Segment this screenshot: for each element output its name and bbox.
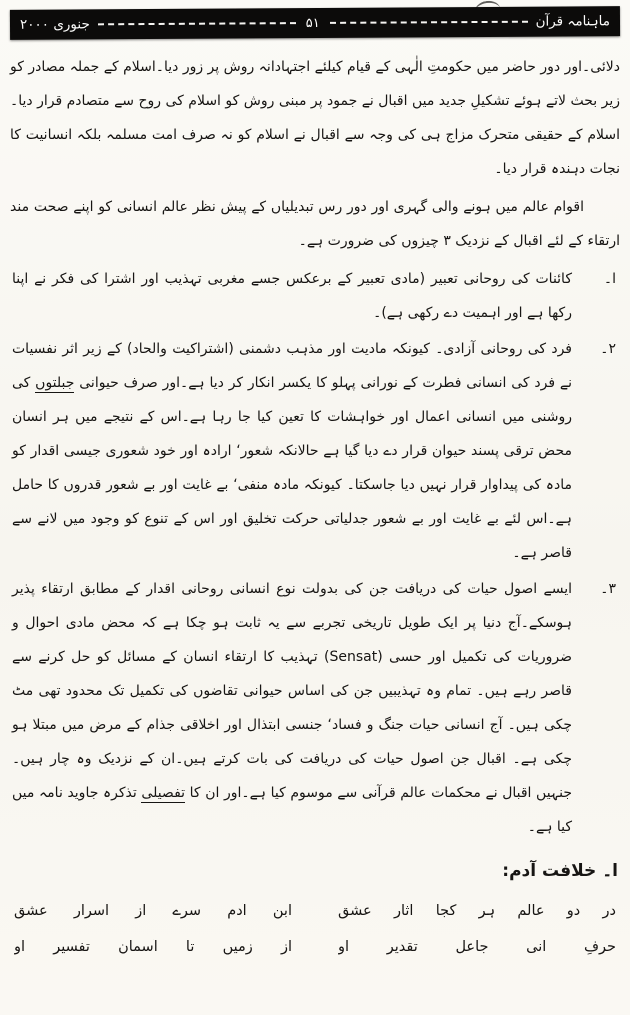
underlined-word: جبلتوں	[35, 375, 75, 391]
list-item	[10, 262, 620, 330]
hemistich-left: از زمیں تا آسمان تفسیر او	[14, 939, 292, 955]
list-item-text	[10, 332, 572, 570]
list-item-marker: ا۔	[603, 271, 616, 287]
section-heading: ا۔ خلافت آدم:	[502, 861, 618, 881]
hemistich-right: در دو عالم ہر کجا آثار عشق	[338, 903, 616, 919]
underlined-word: تفصیلی	[141, 785, 186, 801]
issue-date: جنوری ۲۰۰۰	[19, 16, 90, 33]
list-item-text: کائنات کی روحانی تعبیر (مادی تعبیر کے برعکس جسے مغربی تہذیب اور اشترا کی فکر نے اپنا رکھا ہے اور اہمیت دے رکھی ہے)۔	[12, 271, 572, 321]
magazine-title: ماہنامہ قرآن	[535, 13, 611, 30]
hemistich-right: حرفِ انی جاعل تقدیر او	[338, 939, 616, 955]
poetry-block	[14, 903, 616, 955]
list-item-marker: ۳۔	[600, 581, 616, 597]
list-item-text-after: کی روشنی میں انسانی اعمال اور خواہشات کا تعین کیا جا رہا ہے۔اس کے نتیجے میں ہر انسان محض ترقی پسند حیوان قرار دے دیا گیا ہے حالانکہ شعور‘ ارادہ اور خود شعوری جیسی اقدار کو مادہ کی پیداوار قرار نہیں دیا جاسکتا۔ کیونکہ مادہ منفی‘ بے غایت اور بے شعور قدروں کا حامل ہے۔اس لئے بے غایت اور بے شعور جدلیاتی حرکت تخلیق اور اس کے تنوع کو وجود میں لانے سے قاصر ہے۔	[12, 375, 572, 561]
list-item-text-before: ایسے اصول حیات کی دریافت جن کی بدولت نوع انسانی روحانی اقدار کے مطابق ارتقاء پذیر ہوسکے۔آج دنیا پر ایک طویل تاریخی تجربے سے یہ ثابت ہو چکا ہے کہ محض مادی احوال و ضروریات کی تکمیل اور حسی (Sensat) تہذیب کا ارتقاء انسان کے مسائل کو حل کرنے سے قاصر رہے ہیں۔ تمام وہ تہذیبیں جن کی اساس حیوانی تقاضوں کی تکمیل تک محدود تھی مٹ چکی ہیں۔ آج انسانی حیات جنگ و فساد‘ جنسی ابتذال اور اخلاقی جذام کے مرض میں مبتلا ہو چکی ہے۔ اقبال جن اصول حیات کی دریافت کی بات کرتے ہیں۔ان کے نزدیک وہ چار ہیں۔ جنہیں اقبال نے محکمات عالم قرآنی سے موسوم کیا ہے۔اور ان کا	[12, 581, 573, 801]
list-item	[10, 332, 620, 570]
paragraph-intro: اقوام عالم میں ہونے والی گہری اور دور رس تبدیلیاں کے پیش نظر عالم انسانی کو اپنے صحت مند ارتقاء کے لئے اقبال کے نزدیک ۳ چیزوں کی ضرورت ہے۔	[10, 199, 620, 249]
body-text	[10, 50, 620, 844]
dashed-rule	[330, 21, 528, 24]
list-item	[10, 572, 620, 844]
list-item-marker: ۲۔	[600, 341, 616, 357]
paragraph-continuation: دلائی۔اور دور حاضر میں حکومتِ الٰہی کے قیام کیلئے اجتہادانہ روش پر زور دیا۔اسلام کے جملہ مصادر کو زیر بحث لاتے ہوئے تشکیلِ جدید میں اقبال نے جمود پر مبنی روش کو اسلام کی روح سے متصادم قرار دیا۔اسلام کے حقیقی متحرک مزاج ہی کی وجہ سے اقبال نے اسلام کو نہ صرف امت مسلمہ بلکہ انسانیت کا نجات دہندہ قرار دیا۔	[10, 59, 620, 177]
list-item-text-before: فرد کی روحانی آزادی۔ کیونکہ مادیت اور مذہب دشمنی (اشتراکیت والحاد) کے زیر اثر نفسیات نے فرد کی انسانی فطرت کے نورانی پہلو کا یکسر انکار کر دیا ہے۔اور صرف حیوانی	[12, 341, 572, 391]
page-number: ۵۱	[305, 15, 320, 31]
verse-row	[14, 903, 616, 919]
hemistich-left: ابن آدم سرے از اسرار عشق	[14, 903, 292, 919]
verse-row	[14, 939, 616, 955]
dashed-rule	[98, 22, 296, 25]
masthead-bar	[10, 6, 620, 40]
numbered-list	[10, 262, 620, 844]
list-item-text	[10, 572, 572, 844]
list-item-text-after: تذکرہ جاوید نامہ میں کیا ہے۔	[12, 785, 572, 835]
